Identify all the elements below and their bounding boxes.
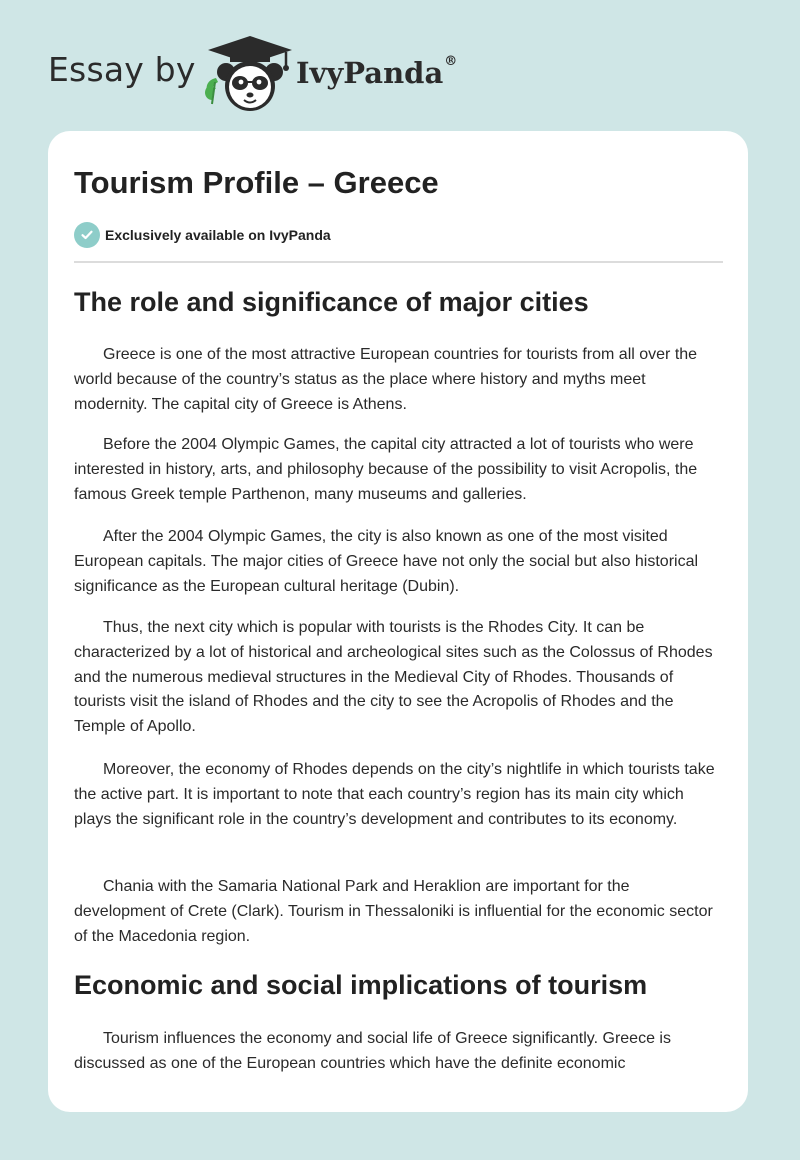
page-title: Tourism Profile – Greece bbox=[74, 165, 439, 200]
leaf-icon bbox=[205, 78, 218, 104]
divider bbox=[74, 261, 723, 263]
paragraph: Tourism influences the economy and social life of Greece significantly. Greece is discussed as one of the European countries which have the definite economic bbox=[74, 1030, 671, 1072]
essay-by-label: Essay by bbox=[48, 50, 196, 89]
brand-name[interactable] bbox=[296, 56, 457, 90]
paragraph: Chania with the Samaria National Park and Heraklion are important for the development of Crete (Clark). Tourism in Thessaloniki is influential for the economic sector of the Macedonia region. bbox=[74, 878, 713, 945]
essay-card bbox=[48, 131, 748, 1112]
exclusive-badge bbox=[74, 222, 331, 248]
brand-text: IvyPanda bbox=[296, 56, 444, 90]
paragraph: After the 2004 Olympic Games, the city is also known as one of the most visited European capitals. The major cities of Greece have not only the social but also historical significance as the European cultural heritage (Dubin). bbox=[74, 528, 699, 595]
section-heading: Economic and social implications of tourism bbox=[74, 970, 648, 1000]
section-heading: The role and significance of major cities bbox=[74, 287, 589, 317]
paragraph: Thus, the next city which is popular with tourists is the Rhodes City. It can be characterized by a lot of historical and archeological sites such as the Colossus of Rhodes and the numerous medieval structures in the Medieval City of Rhodes. Thousands of tourists visit the island of Rhodes and the city to see the Acropolis of Rhodes and the Temple of Apollo. bbox=[74, 619, 713, 736]
panda-logo-icon[interactable] bbox=[198, 34, 294, 114]
paragraph: Greece is one of the most attractive European countries for tourists from all over the world because of the country’s status as the place where history and myths meet modernity. The capital city of Greece is Athens. bbox=[74, 346, 698, 413]
badge-label: Exclusively available on IvyPanda bbox=[105, 227, 331, 243]
registered-mark: ® bbox=[444, 54, 458, 69]
check-icon bbox=[74, 222, 100, 248]
paragraph: Before the 2004 Olympic Games, the capital city attracted a lot of tourists who were interested in history, arts, and philosophy because of the possibility to visit Acropolis, the famous Greek temple Parthenon, many museums and galleries. bbox=[74, 436, 698, 503]
site-header bbox=[0, 0, 800, 130]
paragraph: Moreover, the economy of Rhodes depends on the city’s nightlife in which tourists take the active part. It is important to note that each country’s region has its main city which plays the significant role in the country’s development and contributes to its economy. bbox=[74, 761, 715, 828]
